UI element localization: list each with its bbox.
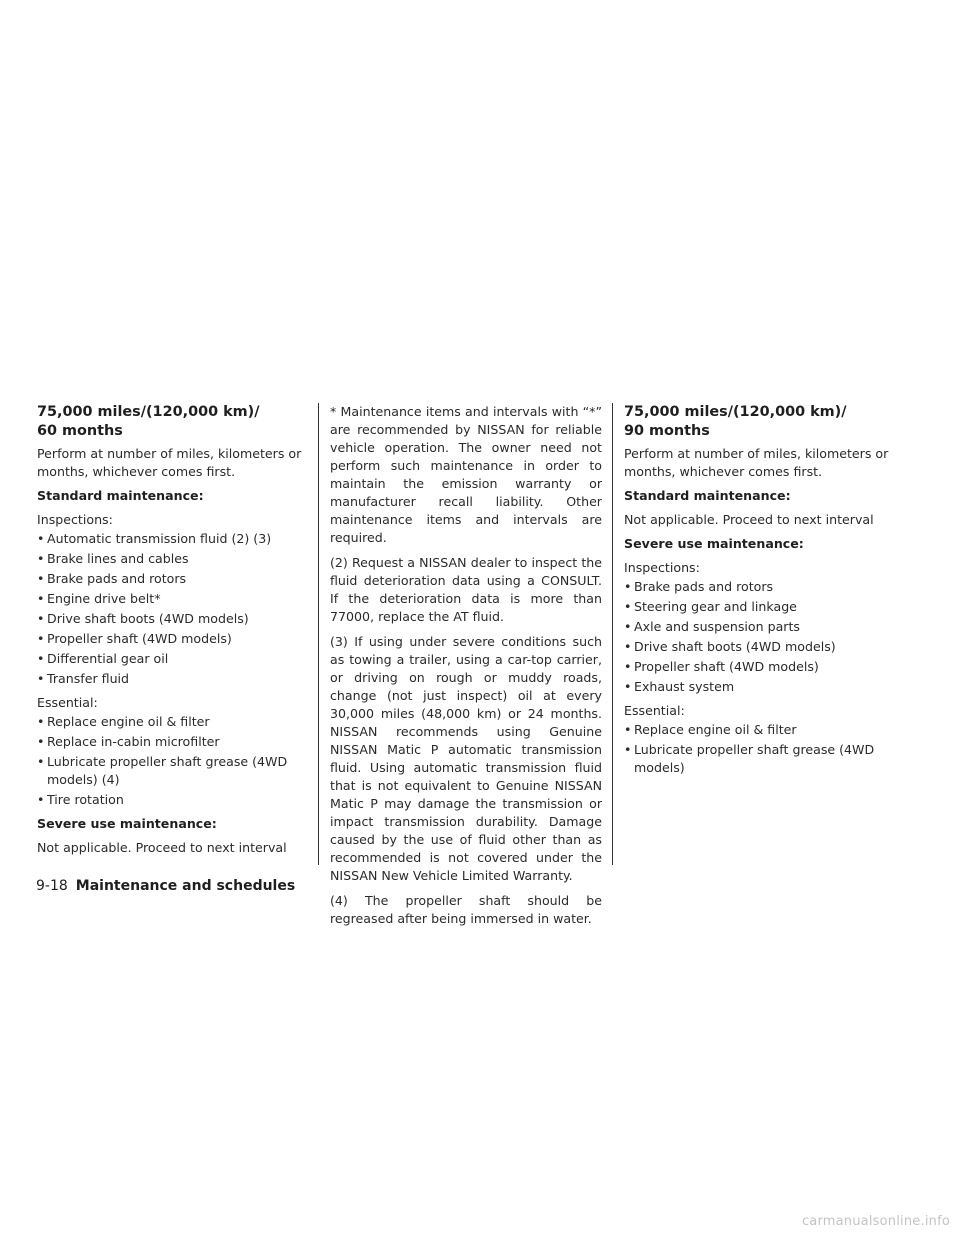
section-title: Maintenance and schedules [75, 878, 296, 894]
right-inspections-list [624, 578, 896, 696]
note-4: (4) The propeller shaft should be regreased after being immersed in water. [330, 893, 602, 926]
list-item: • Steering gear and linkage [624, 598, 896, 616]
page-number: 9-18 [36, 878, 68, 894]
middle-column [330, 403, 602, 935]
note-star: * Maintenance items and intervals with “*” are recommended by NISSAN for reliable vehicle operation. The owner need not perform such maintenance in order to maintain the emission warranty or manufacturer recall liability. Other maintenance items and intervals are required. [330, 404, 602, 545]
right-inspections-label: Inspections: [624, 560, 700, 575]
list-item: • Drive shaft boots (4WD models) [624, 638, 896, 656]
right-intro: Perform at number of miles, kilometers or months, whichever comes first. [624, 446, 889, 479]
list-item: • Engine drive belt* [37, 590, 309, 608]
right-essential-label: Essential: [624, 703, 685, 718]
list-item: • Propeller shaft (4WD models) [624, 658, 896, 676]
left-heading [37, 403, 309, 441]
left-intro: Perform at number of miles, kilometers or months, whichever comes first. [37, 446, 302, 479]
list-item: • Replace engine oil & filter [624, 721, 896, 739]
right-severe-label: Severe use maintenance: [624, 536, 804, 551]
right-heading-line1: 75,000 miles/(120,000 km)/ [624, 404, 847, 420]
left-essential-list [37, 713, 309, 809]
list-item: • Exhaust system [624, 678, 896, 696]
list-item: • Replace in-cabin microfilter [37, 733, 309, 751]
list-item: • Transfer fluid [37, 670, 309, 688]
right-standard-text: Not applicable. Proceed to next interval [624, 512, 874, 527]
list-item: • Automatic transmission fluid (2) (3) [37, 530, 309, 548]
list-item: • Brake lines and cables [37, 550, 309, 568]
list-item: • Lubricate propeller shaft grease (4WD models) (4) [37, 753, 309, 789]
list-item: • Differential gear oil [37, 650, 309, 668]
left-severe-text: Not applicable. Proceed to next interval [37, 840, 287, 855]
right-column [624, 403, 896, 783]
watermark: carmanualsonline.info [801, 1214, 950, 1229]
left-inspections-label: Inspections: [37, 512, 113, 527]
right-heading [624, 403, 896, 441]
left-essential-label: Essential: [37, 695, 98, 710]
page-footer [36, 877, 295, 895]
note-2: (2) Request a NISSAN dealer to inspect the fluid deterioration data using a CONSULT. If the deterioration data is more than 77000, replace the AT fluid. [330, 555, 602, 624]
right-standard-label: Standard maintenance: [624, 488, 791, 503]
left-heading-line2: 60 months [37, 423, 123, 439]
list-item: • Replace engine oil & filter [37, 713, 309, 731]
list-item: • Tire rotation [37, 791, 309, 809]
right-heading-line2: 90 months [624, 423, 710, 439]
note-3: (3) If using under severe conditions such as towing a trailer, using a car-top carrier, or driving on rough or muddy roads, change (not just inspect) oil at every 30,000 miles (48,000 km) or 24 months. NISSAN recommends using Genuine NISSAN Matic P automatic transmission fluid. Using automatic transmission fluid that is not equivalent to Genuine NISSAN Matic P may damage the transmission or impact transmission durability. Damage caused by the use of fluid other than as recommended is not covered under the NISSAN New Vehicle Limited Warranty. [330, 634, 602, 883]
list-item: • Axle and suspension parts [624, 618, 896, 636]
left-heading-line1: 75,000 miles/(120,000 km)/ [37, 404, 260, 420]
left-inspections-list [37, 530, 309, 688]
list-item: • Propeller shaft (4WD models) [37, 630, 309, 648]
list-item: • Lubricate propeller shaft grease (4WD models) [624, 741, 896, 777]
column-divider-2 [612, 403, 613, 865]
list-item: • Drive shaft boots (4WD models) [37, 610, 309, 628]
column-divider-1 [318, 403, 319, 865]
left-standard-label: Standard maintenance: [37, 488, 204, 503]
left-column [37, 403, 309, 863]
left-severe-label: Severe use maintenance: [37, 816, 217, 831]
right-essential-list [624, 721, 896, 777]
list-item: • Brake pads and rotors [37, 570, 309, 588]
list-item: • Brake pads and rotors [624, 578, 896, 596]
